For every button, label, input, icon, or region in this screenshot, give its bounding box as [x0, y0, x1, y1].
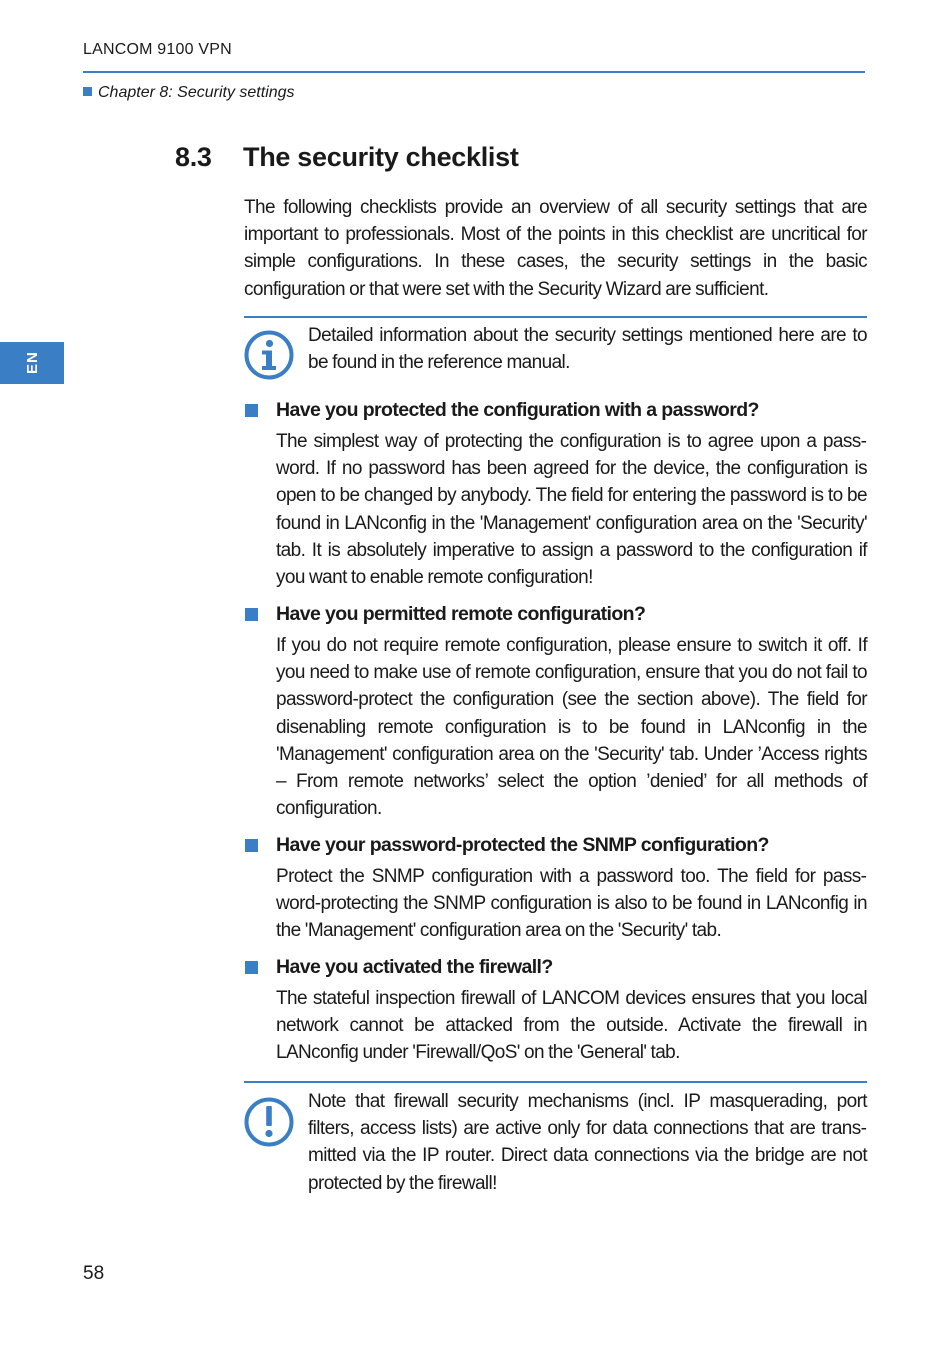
checklist-answer: Protect the SNMP configuration with a password too. The field for password-protecting the SNMP configuration is also to be found in LANconfig in the 'Management' configuration area on the 'Security' tab.	[276, 866, 867, 942]
section-title: The security checklist	[243, 142, 519, 172]
section-heading	[175, 142, 519, 173]
checklist-item	[244, 601, 867, 822]
warning-note-text: Note that firewall security mechanisms (incl. IP masquerading, port filters, access lists) are active only for data connections that are transmitted via the IP router. Direct data connections via the bridge are not protected by the firewall!	[308, 1091, 867, 1194]
document-title: LANCOM 9100 VPN	[83, 41, 232, 58]
info-icon	[243, 329, 295, 381]
exclamation-icon	[243, 1096, 295, 1148]
checklist-answer: The simplest way of protecting the configuration is to agree upon a password. If no password has been agreed for the device, the configuration is open to be changed by anybody. The field for entering the password is to be found in LANconfig in the 'Management' configuration area on the 'Security' tab. It is absolutely imperative to assign a password to the configuration if you want to enable remote configuration!	[276, 431, 867, 589]
section-number: 8.3	[175, 142, 212, 172]
chapter-label: Chapter 8: Security settings	[98, 84, 295, 101]
bullet-square-icon	[245, 608, 258, 621]
bullet-square-icon	[245, 839, 258, 852]
checklist-question: Have you protected the configuration with a password?	[276, 399, 759, 421]
intro-paragraph: The following checklists provide an overview of all security settings that are important to professionals. Most of the points in this checklist are uncritical for simple configurations. In these cases, the security settings in the basic configuration or that were set with the Security Wizard are sufficient.	[244, 197, 867, 300]
checklist-question: Have your password-protected the SNMP configuration?	[276, 834, 769, 856]
info-note-divider	[244, 316, 867, 318]
checklist-answer: If you do not require remote configuration, please ensure to switch it off. If you need to make use of remote configuration, ensure that you do not fail to password-protect the configuration (see the section above). The field for disenabling remote configuration is to be found in LANconfig in the 'Management' configuration area on the 'Security' tab. Under ’Access rights – From remote networks’ select the option ’denied’ for all methods of configuration.	[276, 635, 867, 820]
info-note-text: Detailed information about the security settings mentioned here are to be found in the reference manual.	[308, 325, 867, 374]
checklist-item	[244, 397, 867, 591]
bullet-square-icon	[245, 404, 258, 417]
warning-note-divider	[244, 1081, 867, 1083]
page-number: 58	[83, 1263, 105, 1284]
checklist-item	[244, 832, 867, 945]
bullet-square-icon	[245, 961, 258, 974]
chapter-bullet-icon	[83, 87, 92, 96]
checklist-question: Have you permitted remote configuration?	[276, 603, 646, 625]
language-tab	[0, 342, 64, 384]
checklist-item	[244, 954, 867, 1067]
checklist-question: Have you activated the firewall?	[276, 956, 553, 978]
language-tab-label: EN	[24, 351, 41, 374]
checklist-answer: The stateful inspection firewall of LANCOM devices ensures that you local network cannot be attacked from the outside. Activate the firewall in LANconfig under 'Firewall/QoS' on the 'General' tab.	[276, 988, 867, 1064]
header-divider	[83, 71, 865, 73]
chapter-breadcrumb	[83, 84, 295, 102]
